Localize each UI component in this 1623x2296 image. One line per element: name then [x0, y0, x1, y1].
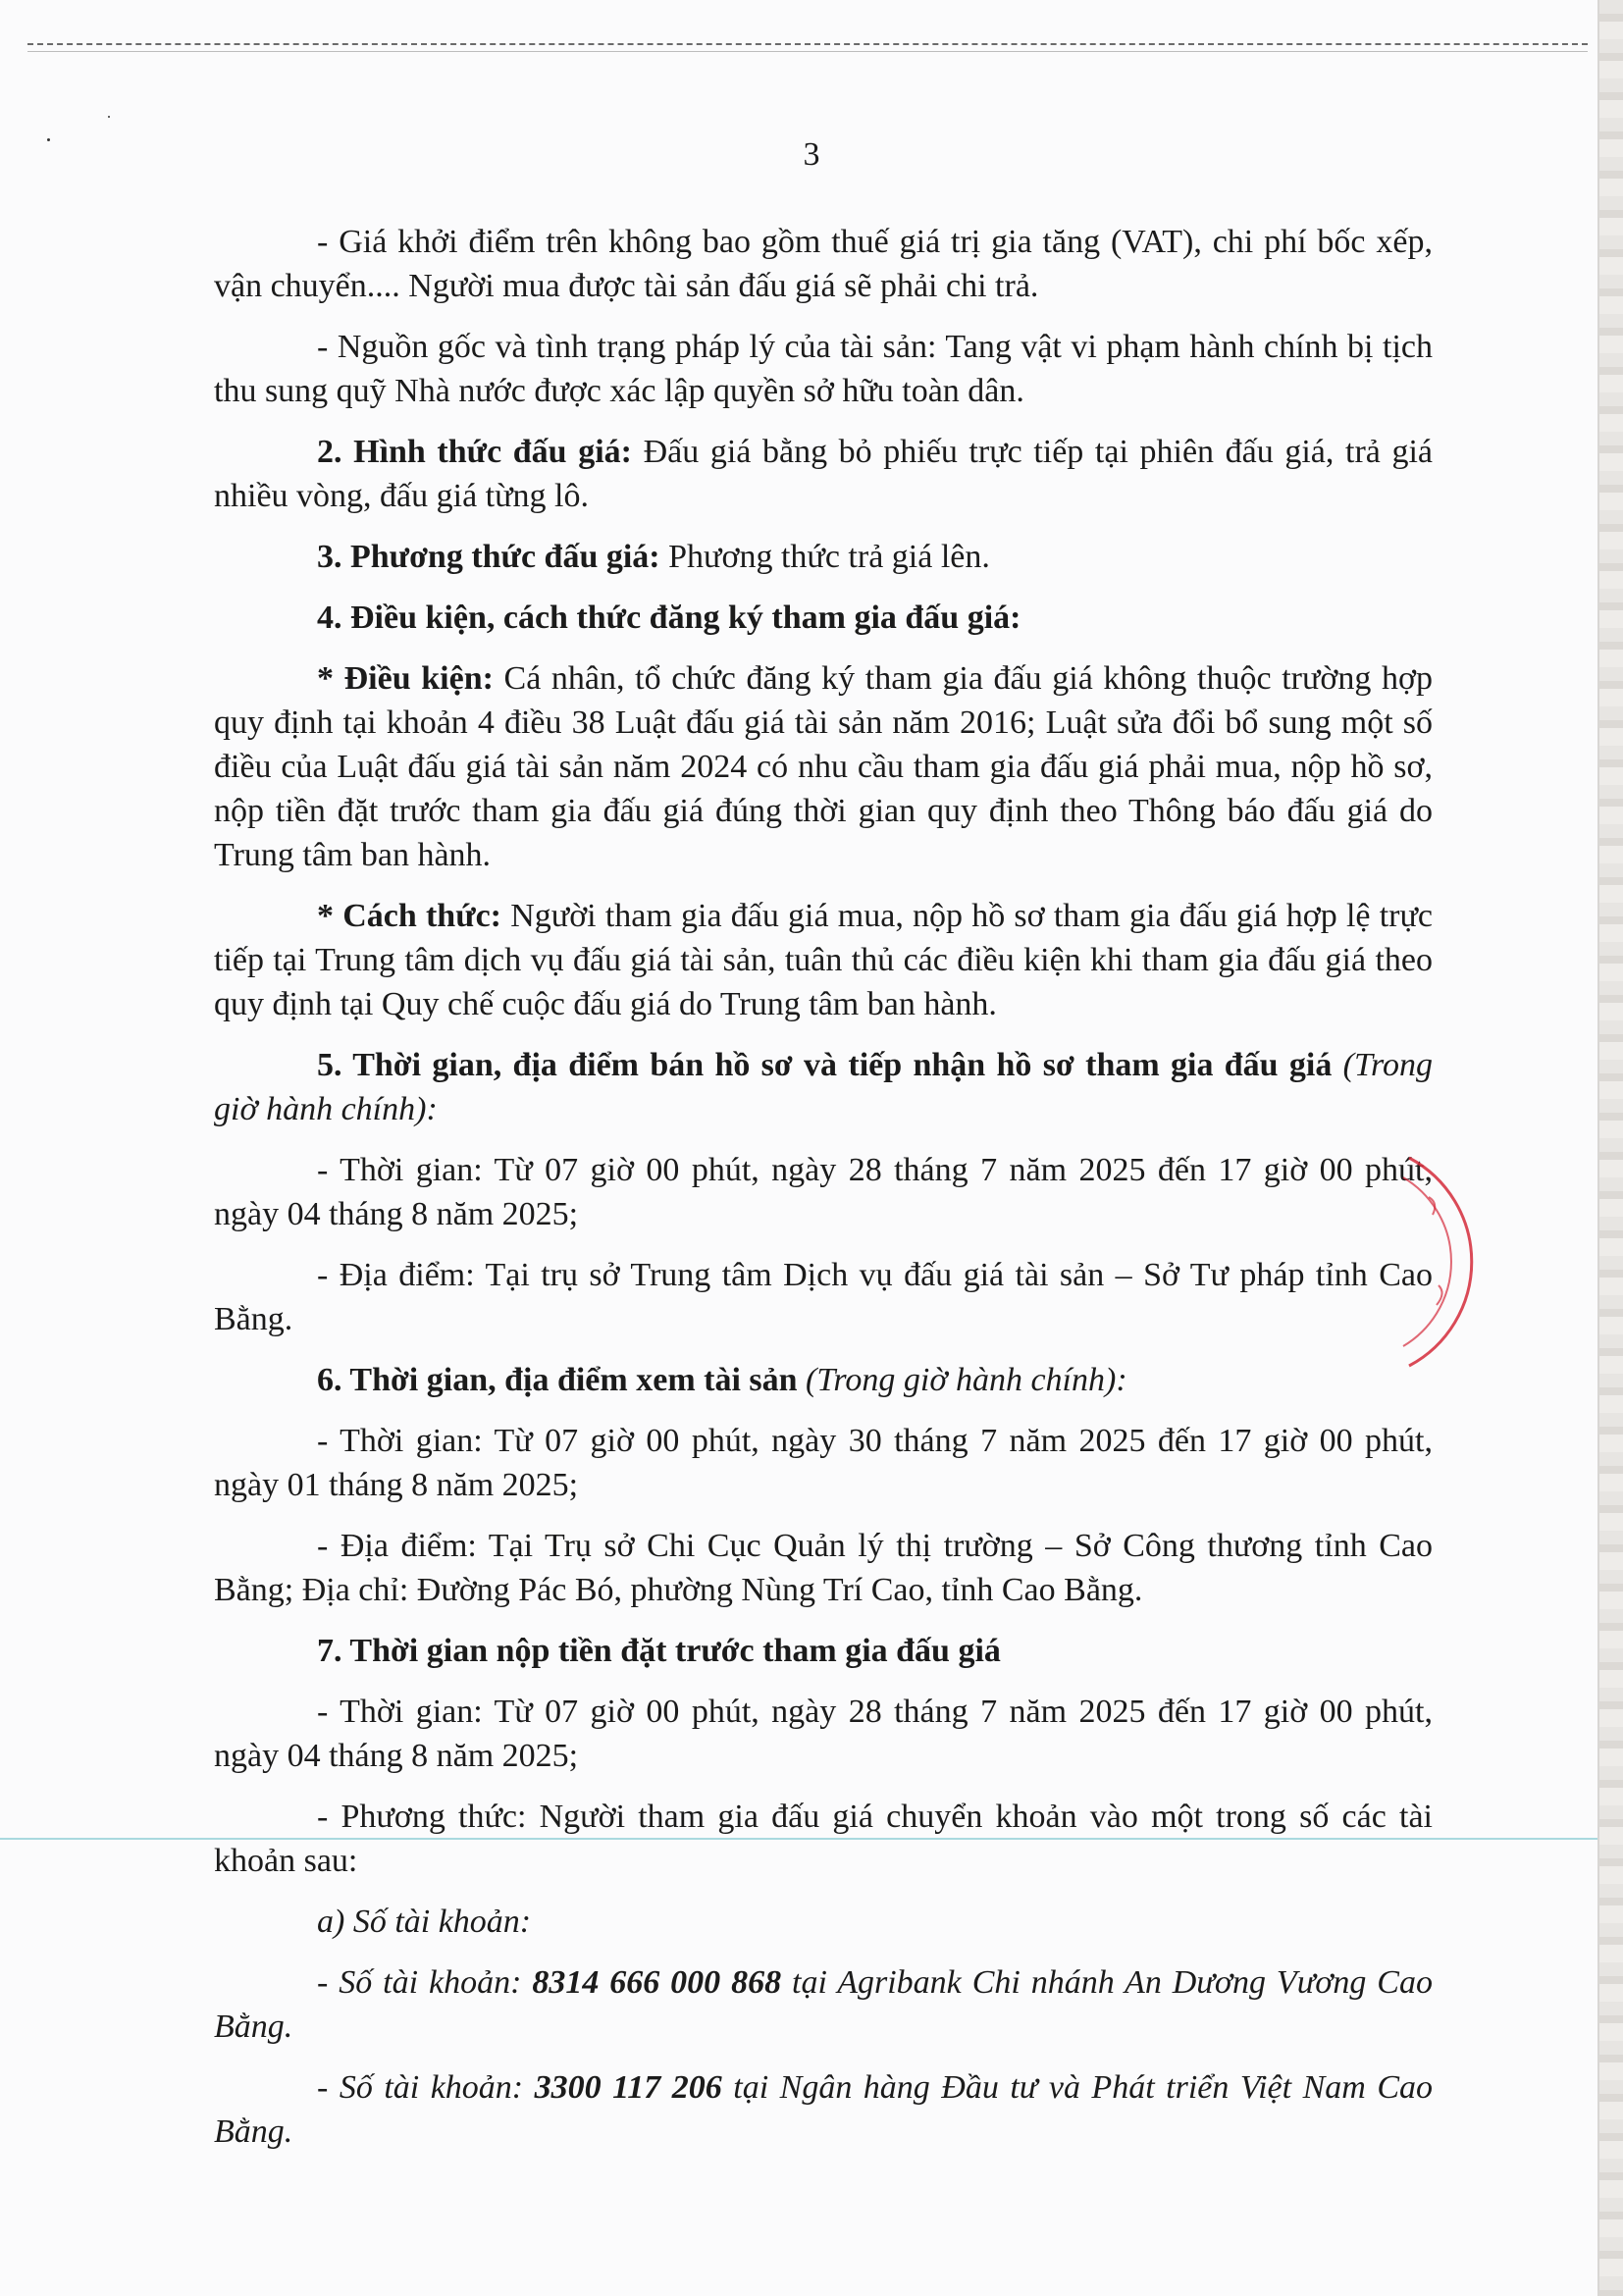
section-4-conditions: * Điều kiện: Cá nhân, tổ chức đăng ký tham gia đấu giá không thuộc trường hợp quy định tại khoản 4 điều 38 Luật đấu giá tài sản năm 2016; Luật sửa đổi bổ sung một số điều của Luật đấu giá tài sản năm 2024 có nhu cầu tham gia đấu giá phải mua, nộp hồ sơ, nộp tiền đặt trước tham gia đấu giá đúng thời gian quy định theo Thông báo đấu giá do Trung tâm ban hành. — [214, 660, 1433, 873]
section-heading: 2. Hình thức đấu giá: — [317, 434, 632, 470]
section-2: 2. Hình thức đấu giá: Đấu giá bằng bỏ phiếu trực tiếp tại phiên đấu giá, trả giá nhiều vòng, đấu giá từng lô. — [214, 434, 1434, 514]
paragraph: - Phương thức: Người tham gia đấu giá chuyển khoản vào một trong số các tài khoản sau: — [214, 1799, 1433, 1879]
paragraph: - Địa điểm: Tại Trụ sở Chi Cục Quản lý thị trường – Sở Công thương tỉnh Cao Bằng; Địa chỉ: Đường Pác Bó, phường Nùng Trí Cao, tỉnh Cao Bằng. — [214, 1528, 1433, 1608]
section-7 — [214, 1629, 1433, 1673]
section-heading: 7. Thời gian nộp tiền đặt trước tham gia đấu giá — [317, 1633, 1001, 1669]
paragraph: - Địa điểm: Tại trụ sở Trung tâm Dịch vụ đấu giá tài sản – Sở Tư pháp tỉnh Cao Bằng. — [214, 1257, 1433, 1337]
paragraph: - Thời gian: Từ 07 giờ 00 phút, ngày 28 tháng 7 năm 2025 đến 17 giờ 00 phút, ngày 04 tháng 8 năm 2025; — [214, 1152, 1433, 1232]
paragraph: - Thời gian: Từ 07 giờ 00 phút, ngày 28 tháng 7 năm 2025 đến 17 giờ 00 phút, ngày 04 tháng 8 năm 2025; — [214, 1694, 1433, 1774]
scan-speck — [108, 116, 110, 118]
document-body — [214, 220, 1433, 2170]
section-heading: 5. Thời gian, địa điểm bán hồ sơ và tiếp nhận hồ sơ tham gia đấu giá — [317, 1047, 1333, 1083]
sub-heading: * Điều kiện: — [317, 660, 494, 697]
account-number: 8314 666 000 868 — [532, 1964, 782, 2001]
section-4-method: * Cách thức: Người tham gia đấu giá mua, nộp hồ sơ tham gia đấu giá hợp lệ trực tiếp tại Trung tâm dịch vụ đấu giá tài sản, tuân thủ các điều kiện khi tham gia đấu giá theo quy định tại Quy chế cuộc đấu giá do Trung tâm ban hành. — [214, 898, 1433, 1022]
paragraph: - Thời gian: Từ 07 giờ 00 phút, ngày 30 tháng 7 năm 2025 đến 17 giờ 00 phút, ngày 01 tháng 8 năm 2025; — [214, 1423, 1433, 1503]
section-note: (Trong giờ hành chính): — [214, 1047, 1433, 1127]
account-2: - Số tài khoản: 3300 117 206 tại Ngân hàng Đầu tư và Phát triển Việt Nam Cao Bằng. — [214, 2069, 1433, 2150]
account-1: - Số tài khoản: 8314 666 000 868 tại Agribank Chi nhánh An Dương Vương Cao Bằng. — [214, 1964, 1433, 2045]
paragraph: - Nguồn gốc và tình trạng pháp lý của tài sản: Tang vật vi phạm hành chính bị tịch thu sung quỹ Nhà nước được xác lập quyền sở hữu toàn dân. — [214, 329, 1433, 409]
section-heading: 4. Điều kiện, cách thức đăng ký tham gia đấu giá: — [317, 600, 1021, 636]
page-number: 3 — [803, 136, 820, 173]
section-note: (Trong giờ hành chính): — [806, 1362, 1127, 1398]
sub-heading: * Cách thức: — [317, 898, 502, 934]
account-heading: a) Số tài khoản: — [317, 1904, 532, 1940]
red-seal-stamp — [1370, 1138, 1556, 1383]
paragraph: - Giá khởi điểm trên không bao gồm thuế giá trị gia tăng (VAT), chi phí bốc xếp, vận chuyển.... Người mua được tài sản đấu giá sẽ phải chi trả. — [214, 224, 1433, 304]
scanner-edge — [1599, 0, 1623, 2296]
section-3: 3. Phương thức đấu giá: Phương thức trả giá lên. — [317, 539, 990, 575]
section-5 — [214, 1043, 1433, 1131]
section-4 — [214, 596, 1433, 640]
section-heading: 3. Phương thức đấu giá: — [317, 539, 660, 575]
section-heading: 6. Thời gian, địa điểm xem tài sản — [317, 1362, 798, 1398]
account-number: 3300 117 206 — [534, 2069, 722, 2106]
header-rule-thin — [27, 51, 1588, 52]
header-rule — [27, 43, 1588, 45]
section-6 — [214, 1358, 1433, 1402]
